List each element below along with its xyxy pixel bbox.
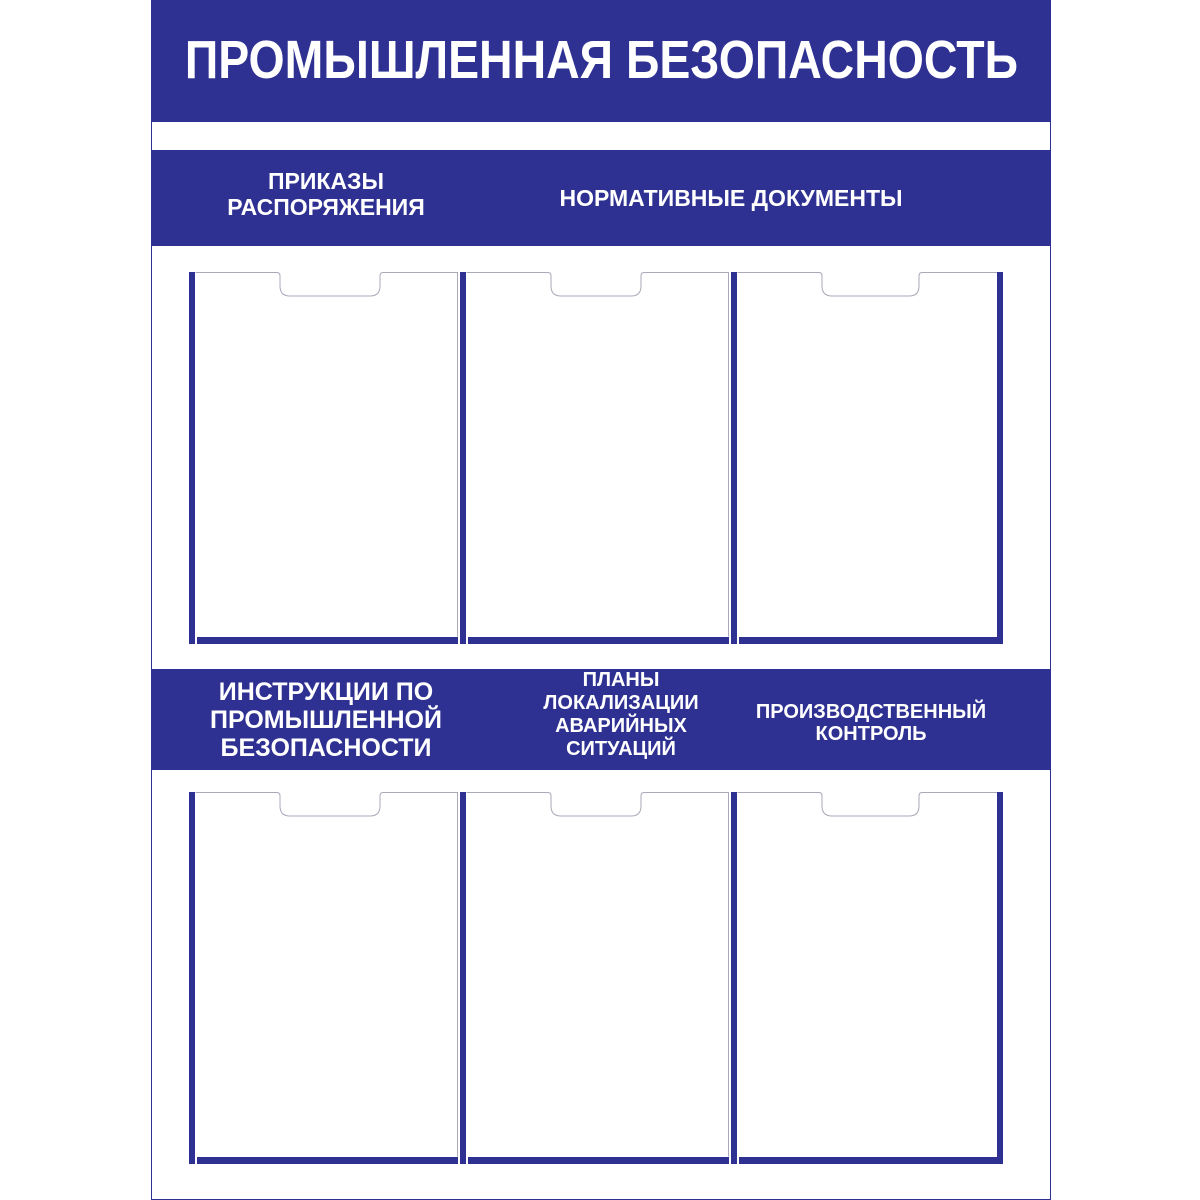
- pocket-edge-bottom: [197, 637, 458, 644]
- pocket-edge-right: [997, 272, 1003, 644]
- section-label-control-line: КОНТРОЛЬ: [815, 723, 927, 746]
- section-label-orders-line: ПРИКАЗЫ: [268, 168, 384, 194]
- document-pocket[interactable]: [460, 272, 729, 644]
- section-label-control: [736, 701, 1006, 746]
- pocket-edge-bottom: [739, 1157, 1000, 1164]
- pocket-edge-bottom: [739, 637, 1000, 644]
- pocket-edge-bottom: [197, 1157, 458, 1164]
- section-label-plans-line: ПЛАНЫ: [582, 669, 660, 691]
- document-pocket[interactable]: [189, 272, 458, 644]
- section-label-plans-line: СИТУАЦИЙ: [566, 738, 676, 760]
- section-label-instructions-line: БЕЗОПАСНОСТИ: [220, 734, 432, 762]
- section-label-orders: [191, 169, 461, 221]
- document-pocket[interactable]: [731, 272, 1000, 644]
- pocket-outline: [195, 272, 458, 637]
- section-label-plans-line: АВАРИЙНЫХ: [555, 715, 687, 737]
- document-pocket[interactable]: [189, 792, 458, 1164]
- section-label-normative: НОРМАТИВНЫЕ ДОКУМЕНТЫ: [559, 185, 903, 211]
- section-label-control-line: ПРОИЗВОДСТВЕННЫЙ: [755, 701, 987, 723]
- document-pocket[interactable]: [731, 792, 1000, 1164]
- pocket-edge-bottom: [468, 1157, 729, 1164]
- bottom-section-header: [151, 669, 1051, 770]
- pocket-outline: [737, 272, 1000, 637]
- section-label-plans-line: ЛОКАЛИЗАЦИИ: [543, 692, 699, 714]
- section-label-plans: [486, 669, 756, 761]
- section-label-instructions-line: ПРОМЫШЛЕННОЙ: [210, 706, 442, 734]
- title-banner: [151, 0, 1051, 122]
- pocket-edge-bottom: [468, 637, 729, 644]
- top-section-header: [151, 150, 1051, 246]
- pocket-outline: [466, 792, 729, 1157]
- stand-title: ПРОМЫШЛЕННАЯ БЕЗОПАСНОСТЬ: [184, 30, 1018, 90]
- pocket-edge-right: [997, 792, 1003, 1164]
- document-pocket[interactable]: [460, 792, 729, 1164]
- pocket-outline: [466, 272, 729, 637]
- section-label-instructions: [191, 678, 461, 762]
- section-label-orders-line: РАСПОРЯЖЕНИЯ: [227, 193, 425, 220]
- section-label-instructions-line: ИНСТРУКЦИИ ПО: [218, 678, 434, 706]
- pocket-outline: [195, 792, 458, 1157]
- pocket-outline: [737, 792, 1000, 1157]
